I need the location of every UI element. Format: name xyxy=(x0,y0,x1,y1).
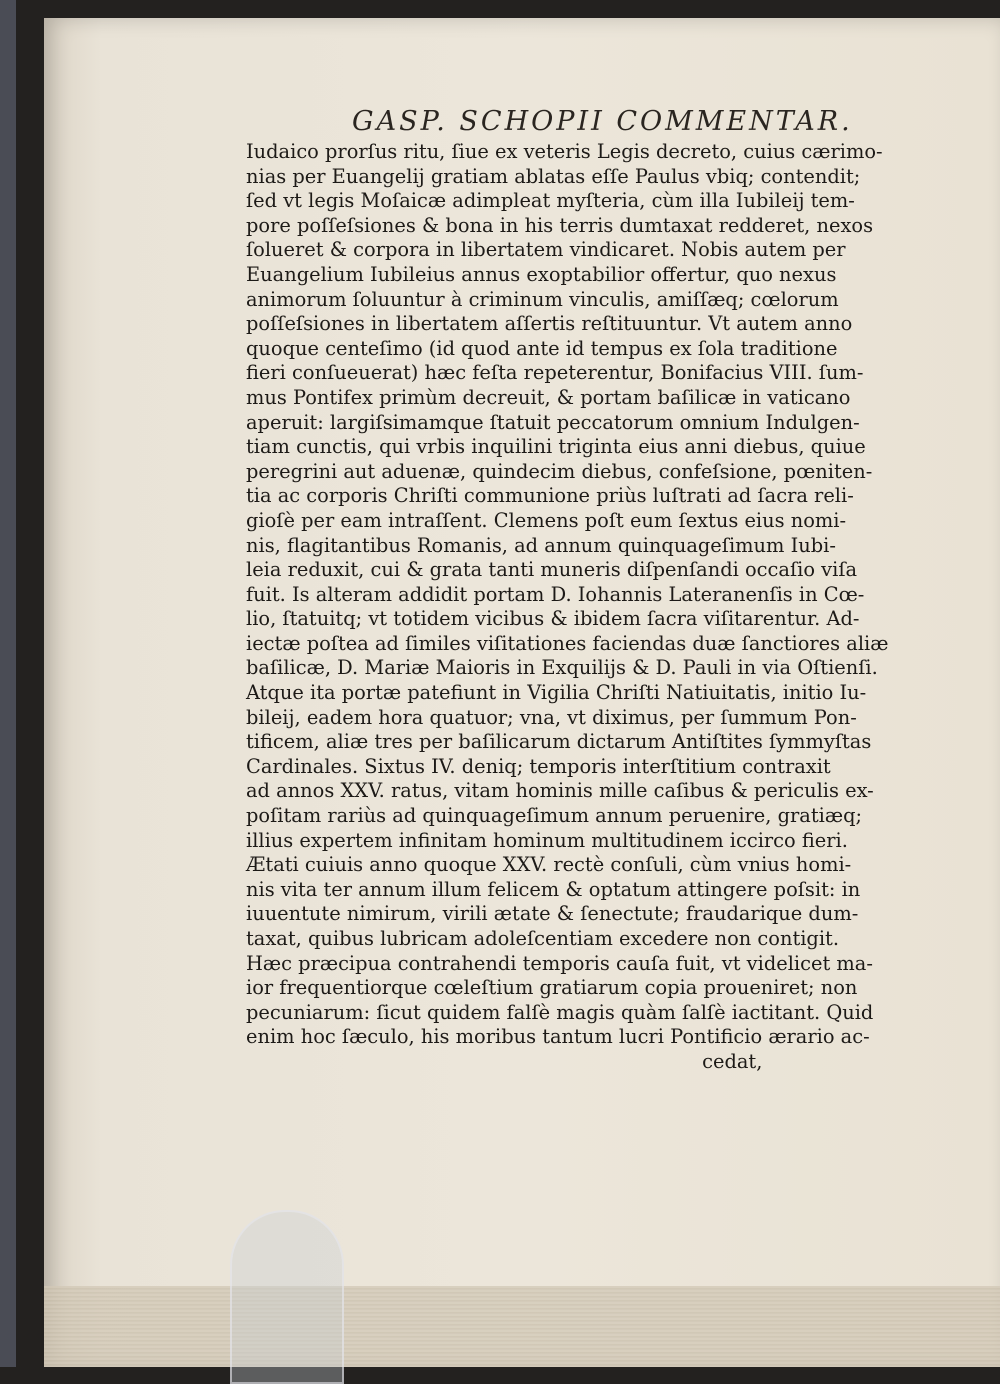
running-head: GASP. SCHOPII COMMENTAR. xyxy=(352,106,853,137)
body-text xyxy=(246,140,916,1075)
text-line: Euangelium Iubileius annus exoptabilior offertur, quo nexus xyxy=(246,262,837,286)
text-line: poſſeſsiones in libertatem aſſertis reſtituuntur. Vt autem anno xyxy=(246,312,853,336)
text-line: fuit. Is alteram addidit portam D. Iohannis Lateranenſis in Cœ- xyxy=(246,582,865,606)
text-line: mus Pontifex primùm decreuit, & portam baſilicæ in vaticano xyxy=(246,385,851,409)
text-line: bileij, eadem hora quatuor; vna, vt diximus, per ſummum Pon- xyxy=(246,705,857,729)
text-line: aperuit: largiſsimamque ſtatuit peccatorum omnium Indulgen- xyxy=(246,410,860,434)
text-line: cedat, xyxy=(246,1049,763,1073)
text-line: nis vita ter annum illum felicem & optatum attingere poſsit: in xyxy=(246,877,861,901)
text-line: ior frequentiorque cœleſtium gratiarum copia proueniret; non xyxy=(246,976,858,1000)
text-line: gioſè per eam intraſſent. Clemens poſt eum ſextus eius nomi- xyxy=(246,508,847,532)
text-line: illius expertem infinitam hominum multitudinem iccirco fieri. xyxy=(246,828,848,852)
text-line: pecuniarum: ſicut quidem falſè magis quàm ſalſè iactitant. Quid xyxy=(246,1000,874,1024)
text-line: tia ac corporis Chriſti communione priùs luſtrati ad ſacra reli- xyxy=(246,484,854,508)
text-line: Hæc præcipua contrahendi temporis cauſa fuit, vt videlicet ma- xyxy=(246,951,873,975)
text-line: peregrini aut aduenæ, quindecim diebus, confeſsione, pœniten- xyxy=(246,459,873,483)
text-line: nis, flagitantibus Romanis, ad annum quinquageſimum Iubi- xyxy=(246,533,836,557)
text-line: ad annos XXV. ratus, vitam hominis mille caſibus & periculis ex- xyxy=(246,779,874,803)
thumb-holding-page xyxy=(230,1210,344,1384)
text-line: poſitam rariùs ad quinquageſimum annum peruenire, gratiæq; xyxy=(246,804,863,828)
text-line: Cardinales. Sixtus IV. deniq; temporis interſtitium contraxit xyxy=(246,754,831,778)
page-edges xyxy=(44,1286,1000,1367)
text-line: quoque centeſimo (id quod ante id tempus ex ſola traditione xyxy=(246,336,838,360)
text-line: tificem, aliæ tres per baſilicarum dictarum Antiſtites ſymmyſtas xyxy=(246,730,872,754)
text-line: iuuentute nimirum, virili ætate & ſenectute; fraudarique dum- xyxy=(246,902,859,926)
text-line: pore poſſeſsiones & bona in his terris dumtaxat redderet, nexos xyxy=(246,213,874,237)
text-line: ſolueret & corpora in libertatem vindicaret. Nobis autem per xyxy=(246,238,846,262)
text-line: leia reduxit, cui & grata tanti muneris diſpenſandi occaſio viſa xyxy=(246,558,858,582)
text-line: lio, ſtatuitq; vt totidem vicibus & ibidem ſacra viſitarentur. Ad- xyxy=(246,607,860,631)
text-line: animorum ſoluuntur à criminum vinculis, amiſſæq; cœlorum xyxy=(246,287,839,311)
text-line: nias per Euangelij gratiam ablatas eſſe Paulus vbiq; contendit; xyxy=(246,164,861,188)
text-line: ſed vt legis Moſaicæ adimpleat myſteria, cùm illa Iubileij tem- xyxy=(246,189,855,213)
text-line: Ætati cuiuis anno quoque XXV. rectè conſuli, cùm vnius homi- xyxy=(246,853,852,877)
text-line: fieri conſueuerat) hæc feſta repeterentur, Bonifacius VIII. ſum- xyxy=(246,361,864,385)
text-line: taxat, quibus lubricam adoleſcentiam excedere non contigit. xyxy=(246,927,840,950)
scanner-backdrop xyxy=(0,0,16,1367)
text-line: tiam cunctis, qui vrbis inquilini triginta eius anni diebus, quiue xyxy=(246,435,866,459)
text-line: enim hoc ſæculo, his moribus tantum lucri Pontificio ærario ac- xyxy=(246,1025,870,1049)
text-line: iectæ poſtea ad ſimiles viſitationes faciendas duæ ſanctiores aliæ xyxy=(246,631,889,655)
text-line: baſilicæ, D. Mariæ Maioris in Exquilijs & D. Pauli in via Oſtienſi. xyxy=(246,656,878,680)
text-line: Atque ita portæ patefiunt in Vigilia Chriſti Natiuitatis, initio Iu- xyxy=(246,681,867,705)
text-line: Iudaico prorſus ritu, ſiue ex veteris Legis decreto, cuius cærimo- xyxy=(246,140,883,163)
